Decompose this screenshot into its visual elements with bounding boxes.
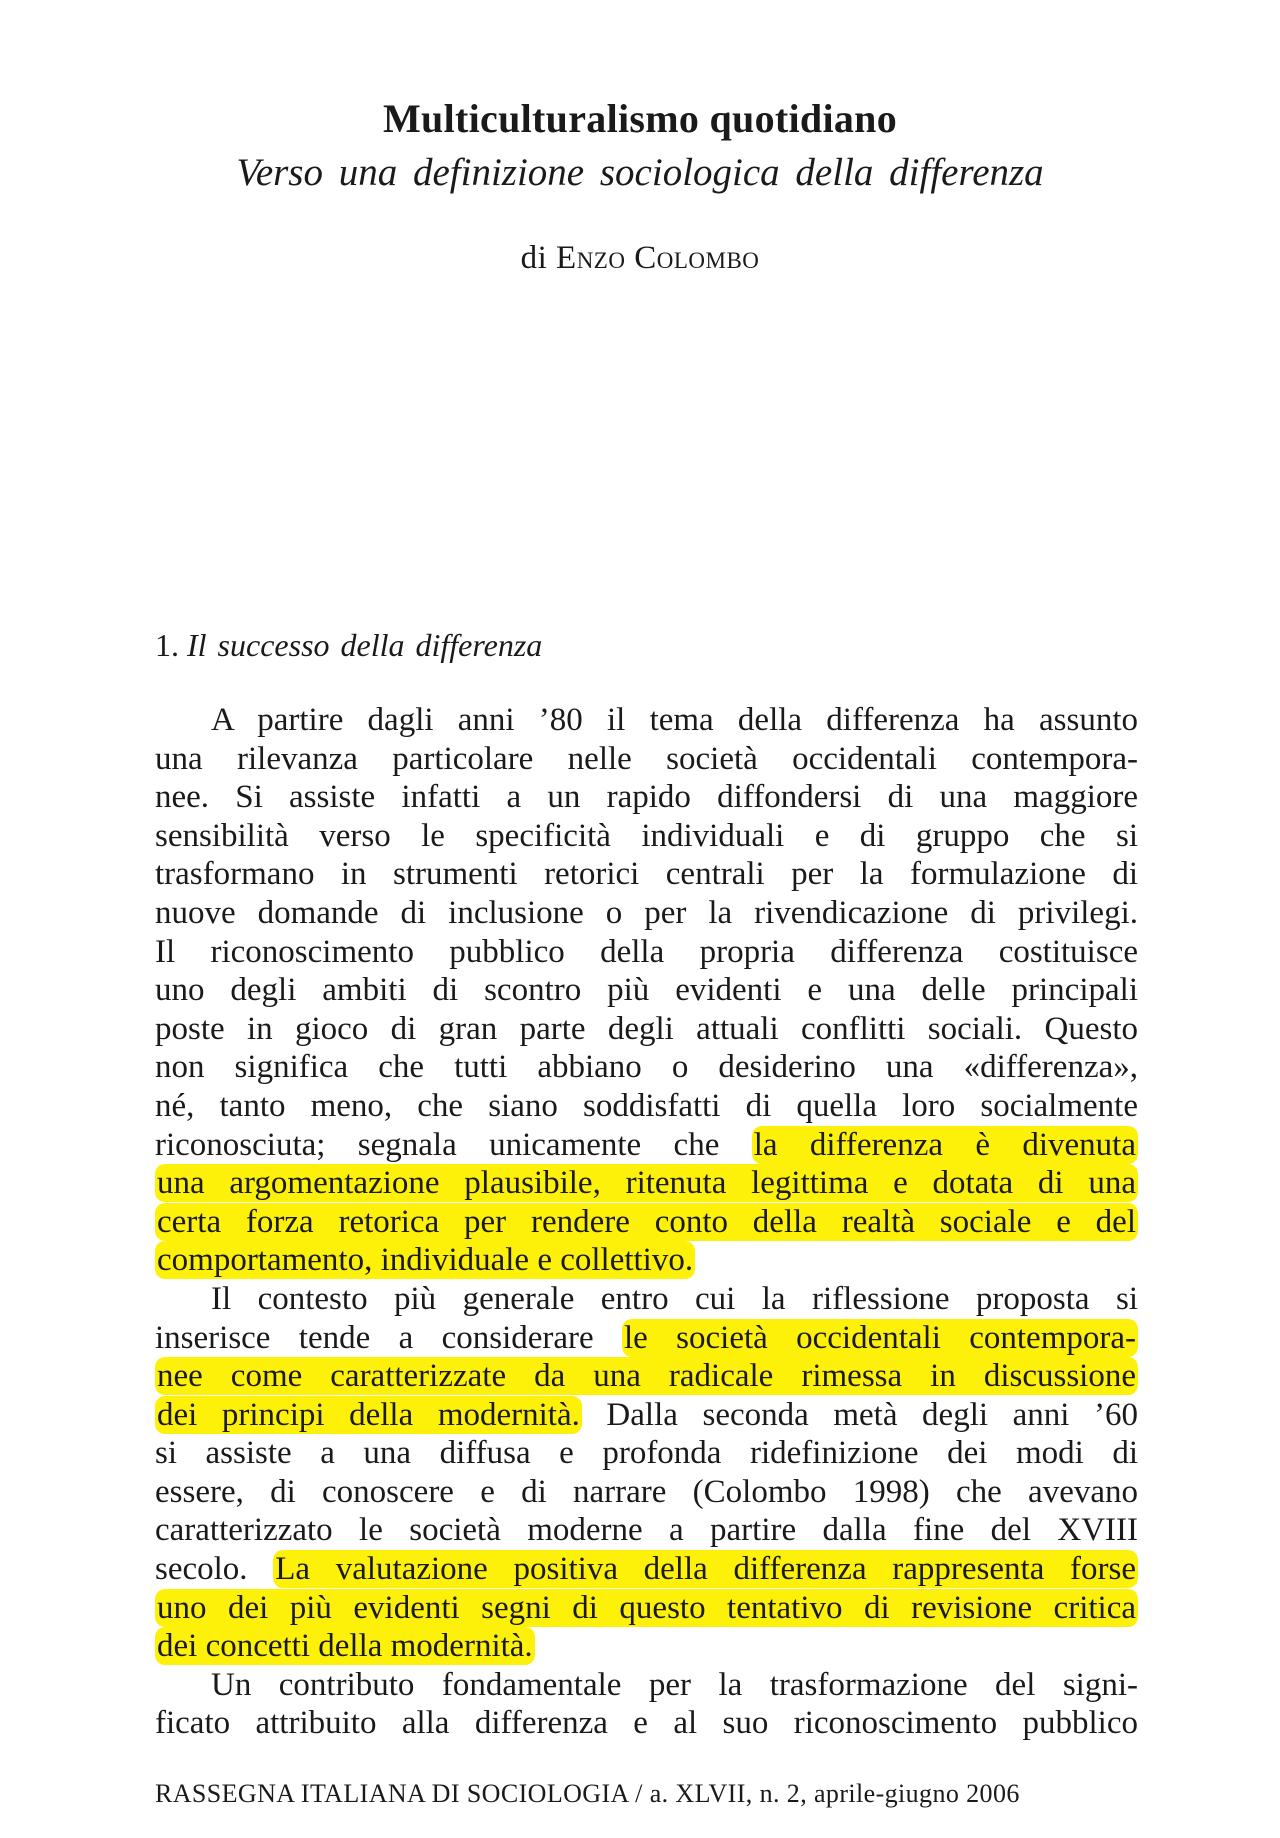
text-line xyxy=(155,971,1138,1010)
line-text: Il contesto più generale entro cui la riflessione proposta si xyxy=(211,1280,1138,1317)
text-line xyxy=(155,1550,1138,1589)
highlighted-text: nee come caratterizzate da una radicale rimessa in discussione xyxy=(157,1358,1136,1395)
highlighted-text: dei principi della modernità. xyxy=(157,1396,580,1433)
text-line xyxy=(155,1666,1138,1705)
text-line xyxy=(155,778,1138,817)
text-line xyxy=(155,1280,1138,1319)
text-line xyxy=(155,701,1138,740)
author-name: Enzo Colombo xyxy=(556,240,760,276)
byline xyxy=(0,240,1280,277)
line-text: si assiste a una diffusa e profonda ridefinizione dei modi di xyxy=(155,1435,1138,1472)
text-line xyxy=(155,817,1138,856)
text-line xyxy=(155,1126,1138,1165)
line-text: A partire dagli anni ’80 il tema della differenza ha assunto xyxy=(211,702,1138,738)
text-line xyxy=(155,933,1138,972)
line-text: nuove domande di inclusione o per la rivendicazione di privilegi. xyxy=(155,894,1138,931)
line-text: Il riconoscimento pubblico della propria differenza costituisce xyxy=(155,933,1138,970)
line-text: trasformano in strumenti retorici centrali per la formulazione di xyxy=(155,856,1138,893)
line-text: nee. Si assiste infatti a un rapido diffondersi di una maggiore xyxy=(155,779,1138,816)
text-line xyxy=(155,1704,1138,1743)
text-line xyxy=(155,1396,1138,1435)
line-text: una rilevanza particolare nelle società occidentali contempora- xyxy=(155,740,1138,777)
line-text: Un contributo fondamentale per la trasformazione del signi- xyxy=(211,1666,1138,1703)
text-line xyxy=(155,1010,1138,1049)
line-text: secolo. xyxy=(155,1551,274,1588)
line-text: poste in gioco di gran parte degli attuali conflitti sociali. Questo xyxy=(155,1010,1138,1047)
line-text: essere, di conoscere e di narrare (Colombo 1998) che avevano xyxy=(155,1473,1138,1510)
text-line xyxy=(155,1319,1138,1358)
section-title: Il successo della differenza xyxy=(187,627,543,663)
text-line xyxy=(155,1203,1138,1242)
text-line xyxy=(155,740,1138,779)
text-line xyxy=(155,855,1138,894)
text-line xyxy=(155,1357,1138,1396)
line-text: inserisce tende a considerare xyxy=(155,1319,623,1356)
byline-prefix: di xyxy=(520,240,548,276)
line-text: sensibilità verso le specificità individuali e di gruppo che si xyxy=(155,817,1138,854)
journal-footer: RASSEGNA ITALIANA DI SOCIOLOGIA / a. XLVII, n. 2, aprile-giugno 2006 xyxy=(155,1779,1020,1808)
line-text: riconosciuta; segnala unicamente che xyxy=(155,1126,752,1163)
highlighted-text: le società occidentali contempora- xyxy=(624,1319,1136,1356)
text-line xyxy=(155,1589,1138,1628)
highlighted-text: certa forza retorica per rendere conto della realtà sociale e del xyxy=(157,1203,1136,1240)
line-text: ficato attribuito alla differenza e al suo riconoscimento pubblico xyxy=(155,1705,1138,1742)
text-line xyxy=(155,1434,1138,1473)
article-title: Multiculturalismo quotidiano xyxy=(382,96,898,141)
line-text: Dalla seconda metà degli anni ’60 xyxy=(581,1396,1138,1433)
highlighted-text: la differenza è divenuta xyxy=(753,1126,1136,1163)
highlighted-text: dei concetti della modernità. xyxy=(157,1628,533,1665)
section-number: 1. xyxy=(155,627,179,663)
line-text: uno degli ambiti di scontro più evidenti e una delle principali xyxy=(155,972,1138,1009)
highlighted-text: comportamento, individuale e collettivo. xyxy=(157,1242,694,1279)
section-heading xyxy=(155,627,542,664)
highlighted-text: La valutazione positiva della differenza rappresenta forse xyxy=(275,1551,1136,1588)
body-text xyxy=(155,701,1138,1743)
article-subtitle: Verso una definizione sociologica della differenza xyxy=(236,151,1044,194)
text-line xyxy=(155,1164,1138,1203)
text-line xyxy=(155,1241,1138,1280)
text-line xyxy=(155,1627,1138,1666)
text-line xyxy=(155,1511,1138,1550)
text-line xyxy=(155,894,1138,933)
text-line xyxy=(155,1087,1138,1126)
text-line xyxy=(155,1048,1138,1087)
line-text: caratterizzato le società moderne a partire dalla fine del XVIII xyxy=(155,1512,1138,1549)
line-text: né, tanto meno, che siano soddisfatti di quella loro socialmente xyxy=(155,1087,1138,1124)
text-line xyxy=(155,1473,1138,1512)
line-text: non significa che tutti abbiano o desiderino una «differenza», xyxy=(155,1049,1138,1086)
highlighted-text: una argomentazione plausibile, ritenuta legittima e dotata di una xyxy=(157,1165,1136,1202)
highlighted-text: uno dei più evidenti segni di questo tentativo di revisione critica xyxy=(157,1589,1136,1626)
